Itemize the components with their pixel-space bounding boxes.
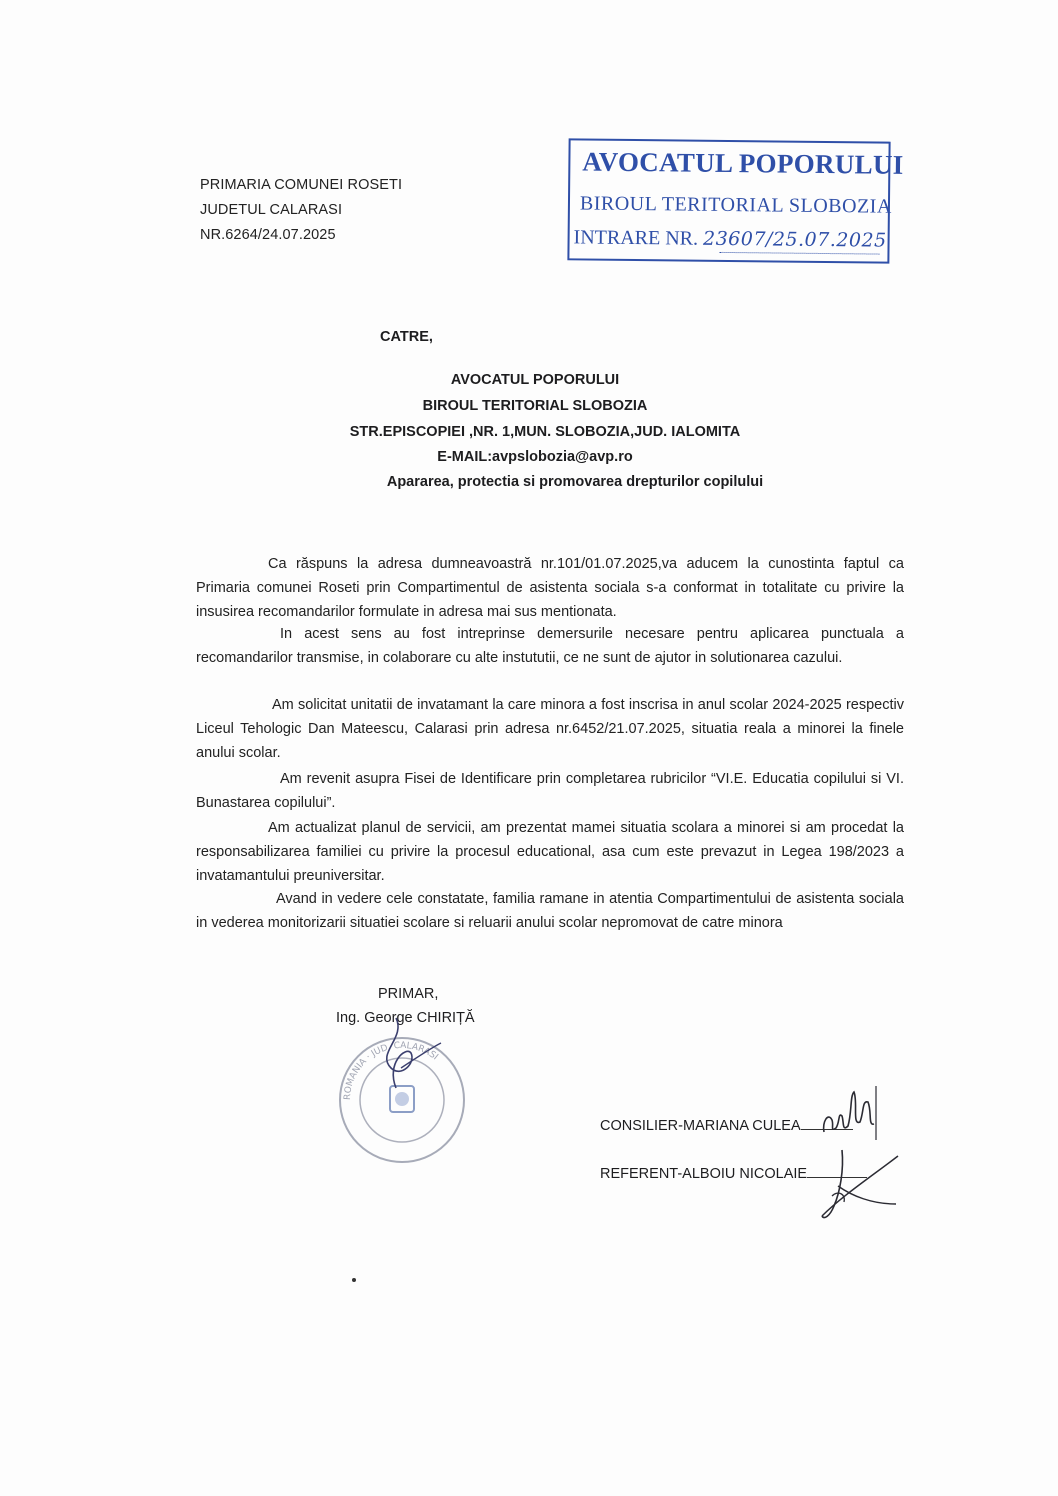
- councillor-line: [600, 1118, 853, 1134]
- body-paragraph: Am solicitat unitatii de invatamant la care minora a fost inscrisa in anul scolar 2024-2025 respectiv Liceul Tehologic Dan Mateescu, Calarasi prin adresa nr.6452/21.07.2025, situatia reala a minorei la finele anului scolar.: [196, 697, 904, 761]
- scan-mark: [352, 1278, 356, 1282]
- stamp-office: BIROUL TERITORIAL SLOBOZIA: [579, 192, 892, 218]
- recipient-address: STR.EPISCOPIEI ,NR. 1,MUN. SLOBOZIA,JUD. IALOMITA: [349, 424, 741, 440]
- recipient-domain: Apararea, protectia si promovarea drepturilor copilului: [386, 474, 764, 490]
- recipient-salutation: CATRE,: [380, 329, 433, 345]
- sender-registration: NR.6264/24.07.2025: [200, 227, 336, 243]
- body-paragraph: Avand in vedere cele constatate, familia ramane in atentia Compartimentului de asistenta sociala in vederea monitorizarii situatiei scolare si reluarii anului scolar nepromovat de catre minora: [196, 891, 904, 931]
- sender-institution: PRIMARIA COMUNEI ROSETI: [200, 177, 403, 193]
- stamp-entry-value: 23607/25.07.2025: [702, 227, 887, 252]
- referent-name: REFERENT-ALBOIU NICOLAIE: [600, 1166, 808, 1182]
- councillor-name: CONSILIER-MARIANA CULEA: [600, 1118, 801, 1134]
- recipient-name: AVOCATUL POPORULUI: [450, 372, 620, 388]
- seal-text: ROMANIA · JUD. CALARASI: [342, 1040, 440, 1101]
- recipient-office: BIROUL TERITORIAL SLOBOZIA: [422, 398, 648, 414]
- councillor-signature-icon: [818, 1082, 880, 1142]
- mayor-signature-icon: [356, 1008, 446, 1108]
- sender-county: JUDETUL CALARASI: [200, 202, 343, 218]
- sender-block: [200, 173, 402, 248]
- registration-stamp: [567, 138, 904, 263]
- recipient-email: E-MAIL:avpslobozia@avp.ro: [437, 449, 633, 465]
- body-paragraph: Am actualizat planul de servicii, am prezentat mamei situatia scolara a minorei si am procedat la responsabilizarea familiei cu privire la procesul educational, asa cum este prevazut in Legea 198/2023 a invatamantului preuniversitar.: [196, 820, 904, 884]
- referent-signature-icon: [812, 1146, 902, 1226]
- mayor-title: PRIMAR,: [378, 986, 439, 1002]
- body-paragraph: Ca răspuns la adresa dumneavoastră nr.101/01.07.2025,va aducem la cunostinta faptul ca Primaria comunei Roseti prin Compartimentul de asistenta sociala s-a conformat in totalitate cu privire la insusirea recomandarilor formulate in adresa mai sus mentionata.: [196, 556, 904, 620]
- body-paragraph: Am revenit asupra Fisei de Identificare prin completarea rubricilor “VI.E. Educatia copilului si VI. Bunastarea copilului”.: [196, 771, 904, 811]
- stamp-title: AVOCATUL POPORULUI: [582, 146, 904, 180]
- stamp-entry: [573, 226, 886, 252]
- mayor-name: Ing. George CHIRIȚĂ: [336, 1010, 475, 1026]
- body-paragraph: In acest sens au fost intreprinse demersurile necesare pentru aplicarea punctuala a recomandarilor transmise, in colaborare cu alte instututii, ce ne sunt de ajutor in solutionarea cazului.: [196, 626, 904, 666]
- stamp-entry-label: INTRARE NR.: [573, 226, 699, 250]
